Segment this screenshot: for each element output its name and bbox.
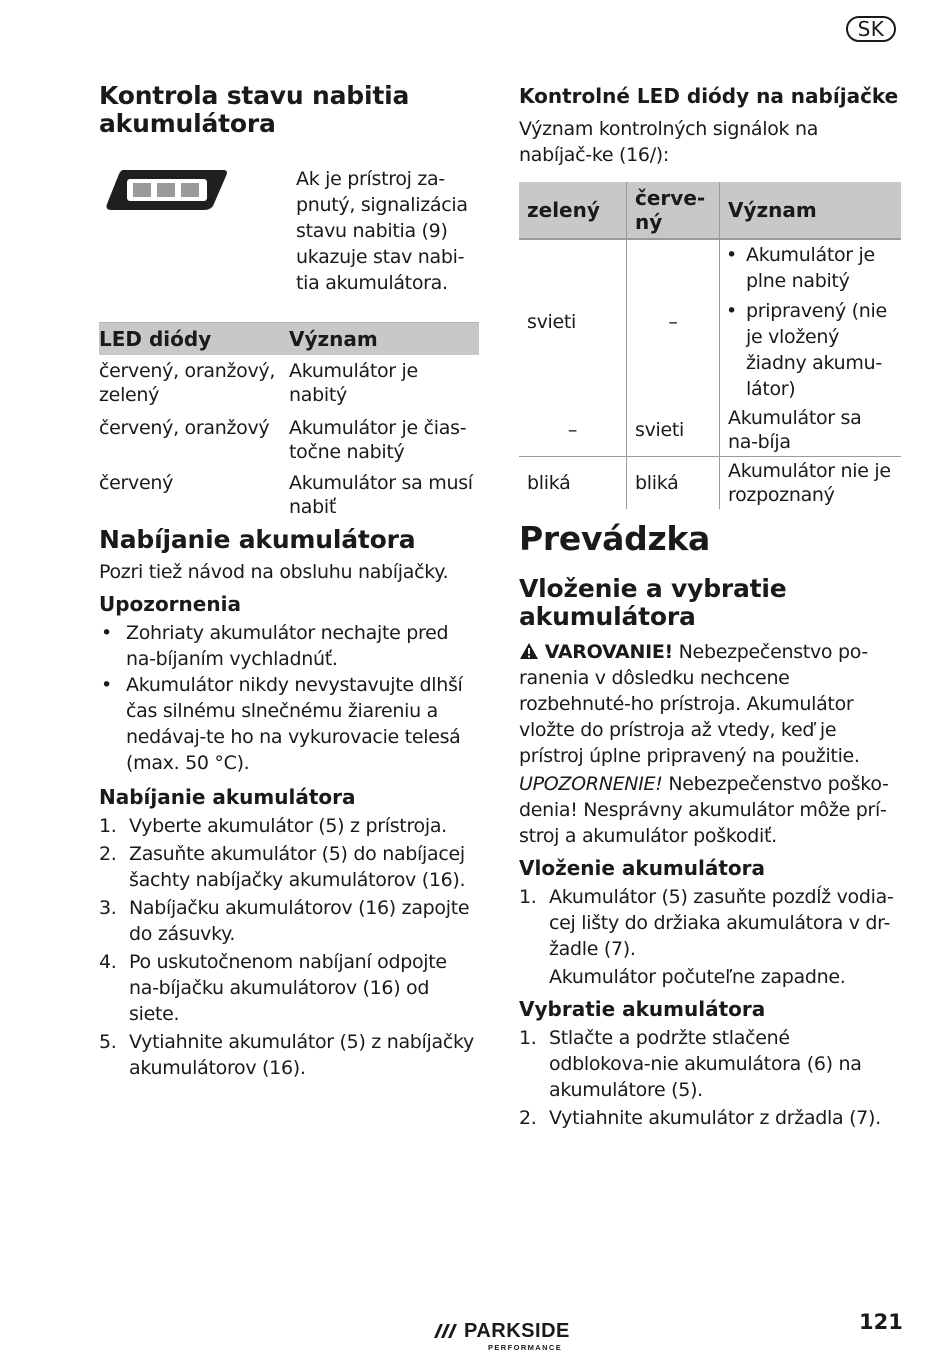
notice-paragraph: UPOZORNENIE! Nebezpečenstvo poško-denia! Nesprávny akumulátor môže prí-stroj a akumulátor poškodiť. <box>519 773 889 847</box>
list-item: • pripravený (nie je vložený žiadny akumu-látor) <box>726 300 887 400</box>
language-badge: SK <box>846 16 896 42</box>
list-item: 2. Vytiahnite akumulátor z držadla (7). <box>519 1107 881 1129</box>
list-item: • Akumulátor nikdy nevystavujte dlhší čas silnému slnečnému žiareniu a nedávaj-te ho na vykurovacie telesá (max. 50 °C). <box>101 674 463 774</box>
list-item: 2. Zasuňte akumulátor (5) do nabíjacej šachty nabíjačky akumulátorov (16). <box>99 843 466 891</box>
led-meaning-table <box>99 322 479 522</box>
list-item: 3. Nabíjačku akumulátorov (16) zapojte do zásuvky. <box>99 897 470 945</box>
table-row: svieti – • Akumulátor je plne nabitý • pripravený (nie je vložený žiadny akumu-látor) <box>519 239 901 404</box>
charger-led-heading: Kontrolné LED diódy na nabíjačke <box>519 84 899 108</box>
table-header-meaning: Význam <box>289 323 479 356</box>
table-header-green: zelený <box>519 182 627 239</box>
charging-steps-list <box>99 813 474 1081</box>
page-title-operation: Prevádzka <box>519 519 710 558</box>
charging-intro: Pozri tiež návod na obsluhu nabíjačky. <box>99 561 449 583</box>
charger-led-table <box>519 182 901 509</box>
list-item: 4. Po uskutočnenom nabíjaní odpojte na-bíjačku akumulátorov (16) od siete. <box>99 951 447 1025</box>
parkside-logo <box>430 1318 590 1354</box>
table-header-led: LED diódy <box>99 323 289 356</box>
table-row: – svieti Akumulátor sa na-bíja <box>519 404 901 457</box>
charging-steps-heading: Nabíjanie akumulátora <box>99 785 356 809</box>
section-title-charging: Nabíjanie akumulátora <box>99 525 416 554</box>
insert-heading: Vloženie akumulátora <box>519 856 766 880</box>
list-item: • Zohriaty akumulátor nechajte pred na-bíjaním vychladnúť. <box>101 622 449 670</box>
table-row: bliká bliká Akumulátor nie je rozpoznaný <box>519 457 901 510</box>
brand-name: PARKSIDE <box>464 1320 570 1342</box>
notice-label: UPOZORNENIE! <box>519 773 663 795</box>
section-title-charge-status: Kontrola stavu nabitia akumulátora <box>99 81 410 138</box>
notes-list <box>99 620 479 776</box>
section-title-insert-remove: Vloženie a vybratie akumulátora <box>519 574 787 631</box>
list-item: 1. Vyberte akumulátor (5) z prístroja. <box>99 815 447 837</box>
table-row: červený, oranžový Akumulátor je čias-točne nabitý <box>99 417 467 463</box>
battery-charge-indicator-icon <box>105 168 229 212</box>
insert-note: Akumulátor počuteľne zapadne. <box>549 966 846 988</box>
meaning-list <box>720 242 897 402</box>
notes-heading: Upozornenia <box>99 592 241 616</box>
charge-status-intro: Ak je prístroj za- pnutý, signalizácia stavu nabitia (9) ukazuje stav nabi- tia akumulátora. <box>296 168 468 294</box>
list-item: 1. Stlačte a podržte stlačené odblokova-nie akumulátora (6) na akumulátore (5). <box>519 1027 862 1101</box>
warning-paragraph: VAROVANIE! Nebezpečenstvo po-ranenia v dôsledku nechcene rozbehnuté-ho prístroja. Akumulátor vložte do prístroja až vtedy, keď je prístroj úplne pripravený na použitie. <box>519 641 868 767</box>
table-header-red: červe-ný <box>627 182 720 239</box>
warning-label: VAROVANIE! <box>544 641 673 663</box>
charger-led-intro: Význam kontrolných signálok na nabíjač-ke (16/): <box>519 118 819 166</box>
table-header-meaning: Význam <box>720 182 902 239</box>
list-item: 1. Akumulátor (5) zasuňte pozdĺž vodia-cej lišty do držiaka akumulátora v dr-žadle (7). <box>519 886 894 960</box>
remove-heading: Vybratie akumulátora <box>519 997 766 1021</box>
brand-subtitle: PERFORMANCE <box>488 1343 563 1352</box>
remove-steps-list <box>519 1025 894 1131</box>
table-row: červený Akumulátor sa musí nabiť <box>99 472 473 518</box>
page-number: 121 <box>859 1310 903 1334</box>
list-item: • Akumulátor je plne nabitý <box>726 244 875 292</box>
list-item: 5. Vytiahnite akumulátor (5) z nabíjačky akumulátorov (16). <box>99 1031 474 1079</box>
table-row: červený, oranžový, zelený Akumulátor je nabitý <box>99 359 418 406</box>
warning-triangle-icon <box>519 642 539 660</box>
insert-steps-list <box>519 884 894 962</box>
